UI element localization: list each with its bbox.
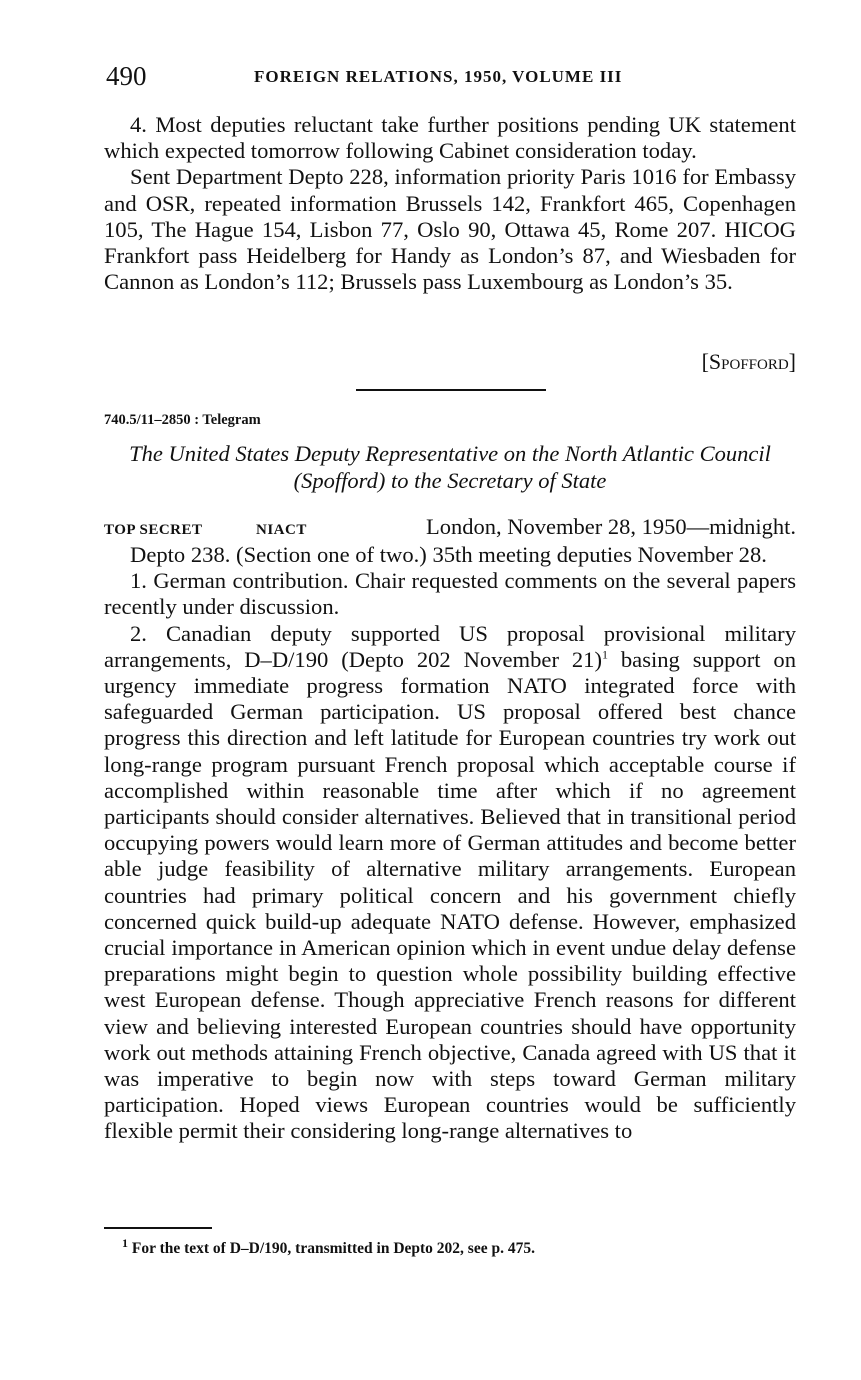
signature: [Spofford] [701,349,796,374]
paragraph-2-rest: basing support on urgency immediate progress formation NATO integrated force with safeguarded German participation. US proposal offered best chance progress this direction and left latitude for European countries try work out long-range program pursuant French proposal which acceptable course if accomplished within reasonable time after which if no agreement participants should consider alternatives. Believed that in transitional period occupying powers would learn more of German attitudes and become better able judge feasibility of alternative military arrangements. European countries had primary political concern and his government chiefly concerned quick build-up adequate NATO defense. However, emphasized crucial importance in American opinion which in event undue delay defense preparations might begin to question whole possibility building effective west European defense. Though appreciative French reasons for different view and believing interested European countries should have opportunity work out methods attaining French objective, Canada agreed with US that it was imperative to begin now with steps toward German military participation. Hoped views European countries would be sufficiently flexible permit their considering long-range alternatives to [104,646,797,1144]
paragraph-2-start: 2. Canadian deputy supported US proposal provisional military arrangements, D–D/190 (Depto 202 November 21) [104,620,796,672]
dateline [104,512,796,542]
running-header [106,58,796,94]
file-reference: 740.5/11–2850 : Telegram [104,412,261,428]
footnote-reference: 1 [601,647,608,662]
footnote-divider [104,1227,212,1229]
telegram-body [104,542,796,1145]
paragraph-item-4: 4. Most deputies reluctant take further positions pending UK statement which expected tomorrow following Cabinet consideration today. [104,112,796,164]
channel-label: NIACT [256,522,307,538]
place-and-date: London, November 28, 1950—midnight. [426,514,796,539]
footnote-marker: 1 [122,1235,128,1250]
paragraph-distribution: Sent Department Depto 228, information priority Paris 1016 for Embassy and OSR, repeated information Brussels 142, Frankfort 465, Copenhagen 105, The Hague 154, Lisbon 77, Oslo 90, Ottawa 45, Rome 207. HICOG Frankfort pass Heidelberg for Handy as London’s 87, and Wiesbaden for Cannon as London’s 112; Brussels pass Luxembourg as London’s 35. [104,164,796,295]
footnote-text: For the text of D–D/190, transmitted in Depto 202, see p. 475. [131,1240,535,1257]
paragraph-2 [104,621,796,1145]
document-title: The United States Deputy Representative on the North Atlantic Council (Spofford) to the Secretary of State [129,441,771,493]
paragraph-intro: Depto 238. (Section one of two.) 35th meeting deputies November 28. [130,542,767,567]
page-number: 490 [106,61,147,91]
footnote [122,1235,535,1260]
section-divider [356,389,546,391]
classification-label: TOP SECRET [104,522,203,538]
running-title: FOREIGN RELATIONS, 1950, VOLUME III [254,67,623,86]
paragraph-1: 1. German contribution. Chair requested comments on the several papers recently under discussion. [104,568,796,620]
previous-document-text [104,112,796,295]
